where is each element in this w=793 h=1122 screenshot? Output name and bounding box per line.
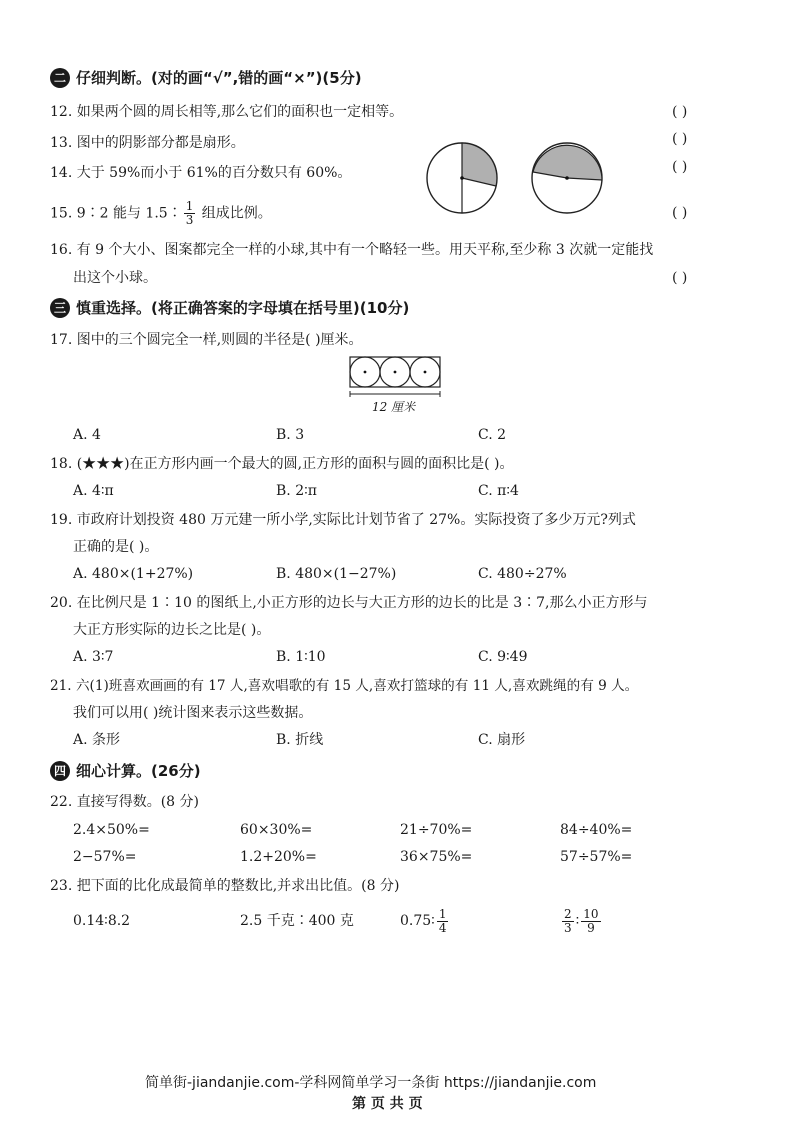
fraction-numerator: 1 (438, 906, 447, 921)
question-text: 图中的阴影部分都是扇形。 (76, 135, 245, 151)
fraction-denominator: 4 (438, 920, 447, 935)
calc-item: 2−57%= (73, 849, 137, 865)
answer-paren-14[interactable]: ( ) (672, 159, 688, 175)
section-4-header (50, 760, 201, 782)
calc-item: 1.2+20%= (240, 849, 317, 865)
question-20: 20. 在比例尺是 1∶10 的图纸上,小正方形的边长与大正方形的边长的比是 3∶7,那么小正方形与 (50, 595, 648, 611)
figure-dimension-label: 12 厘米 (372, 400, 416, 414)
calc-item: 84÷40%= (560, 822, 633, 838)
question-number: 15. (50, 205, 73, 222)
question-19-line2: 正确的是( )。 (73, 539, 159, 555)
sector-figure-right (532, 143, 602, 213)
question-19: 19. 市政府计划投资 480 万元建一所小学,实际比计划节省了 27%。实际投资了多少万元?列式 (50, 512, 636, 528)
option-18-a[interactable]: A. 4∶π (73, 483, 114, 499)
calc-item: 2.4×50%= (73, 822, 150, 838)
question-12 (50, 102, 403, 122)
question-21: 21. 六(1)班喜欢画画的有 17 人,喜欢唱歌的有 15 人,喜欢打篮球的有 11 人,喜欢跳绳的有 9 人。 (50, 678, 639, 694)
section-3-title: 慎重选择。(将正确答案的字母填在括号里)(10分) (76, 299, 410, 317)
option-17-c[interactable]: C. 2 (478, 427, 507, 443)
question-16 (50, 240, 653, 260)
option-18-b[interactable]: B. 2∶π (276, 483, 317, 499)
answer-paren-16[interactable]: ( ) (672, 270, 688, 286)
fraction-numerator: 1 (185, 199, 194, 213)
question-18: 18. (★★★)在正方形内画一个最大的圆,正方形的面积与圆的面积比是( )。 (50, 456, 514, 472)
option-21-b[interactable]: B. 折线 (276, 732, 324, 748)
question-14 (50, 163, 351, 183)
sector-figures (425, 138, 605, 218)
calc-item: 57÷57%= (560, 849, 633, 865)
section-2-title: 仔细判断。(对的画“√”,错的画“×”)(5分) (76, 69, 362, 87)
question-number: 12. (50, 104, 73, 120)
question-15 (50, 200, 272, 227)
option-20-b[interactable]: B. 1∶10 (276, 649, 326, 665)
ratio-separator: ∶ (575, 913, 580, 929)
question-text: 大于 59%而小于 61%的百分数只有 60%。 (76, 165, 352, 181)
fraction (581, 908, 600, 935)
question-text: 如果两个圆的周长相等,那么它们的面积也一定相等。 (76, 104, 404, 120)
calc-item: 21÷70%= (400, 822, 473, 838)
fraction-one-third (184, 200, 196, 227)
option-17-b[interactable]: B. 3 (276, 427, 305, 443)
fraction (437, 908, 449, 935)
question-text: 9∶2 能与 1.5∶ (76, 205, 182, 222)
section-2-badge: 二 (50, 68, 70, 88)
question-text: 组成比例。 (201, 205, 272, 222)
section-4-title: 细心计算。(26分) (76, 762, 201, 780)
fraction-denominator: 3 (185, 213, 194, 227)
option-20-c[interactable]: C. 9∶49 (478, 649, 528, 665)
question-number: 14. (50, 165, 73, 181)
ratio-item-4 (560, 904, 603, 938)
option-18-c[interactable]: C. π∶4 (478, 483, 519, 499)
option-17-a[interactable]: A. 4 (73, 427, 101, 443)
option-19-b[interactable]: B. 480×(1−27%) (276, 566, 397, 582)
option-21-c[interactable]: C. 扇形 (478, 732, 526, 748)
calc-item: 36×75%= (400, 849, 473, 865)
question-text: 有 9 个大小、图案都完全一样的小球,其中有一个略轻一些。用天平称,至少称 3 次就一定能找 (76, 242, 654, 258)
question-21-line2: 我们可以用( )统计图来表示这些数据。 (73, 705, 313, 721)
question-number: 13. (50, 135, 73, 151)
calc-item: 60×30%= (240, 822, 313, 838)
option-21-a[interactable]: A. 条形 (73, 732, 121, 748)
section-3-header (50, 297, 409, 319)
fraction-numerator: 10 (583, 906, 599, 921)
section-4-badge: 四 (50, 761, 70, 781)
option-20-a[interactable]: A. 3∶7 (73, 649, 114, 665)
sector-figure-left (427, 143, 497, 213)
fraction-denominator: 9 (587, 920, 595, 935)
ratio-item-1: 0.14∶8.2 (73, 913, 131, 929)
fraction (562, 908, 574, 935)
question-16-line2: 出这个小球。 (73, 270, 157, 286)
answer-paren-13[interactable]: ( ) (672, 131, 688, 147)
footer-site-text: 简单街-jiandanjie.com-学科网简单学习一条街 https://jiandanjie.com (145, 1075, 597, 1091)
fraction-numerator: 2 (564, 906, 572, 921)
question-13 (50, 133, 245, 153)
question-20-line2: 大正方形实际的边长之比是( )。 (73, 622, 271, 638)
option-19-c[interactable]: C. 480÷27% (478, 566, 567, 582)
option-19-a[interactable]: A. 480×(1+27%) (73, 566, 194, 582)
answer-paren-12[interactable]: ( ) (672, 104, 688, 120)
footer-page-number: 第 页 共 页 (352, 1096, 423, 1112)
question-number: 16. (50, 242, 73, 258)
question-22: 22. 直接写得数。(8 分) (50, 794, 199, 810)
section-2-header (50, 67, 362, 89)
question-23: 23. 把下面的比化成最简单的整数比,并求出比值。(8 分) (50, 878, 400, 894)
ratio-item-3 (400, 904, 450, 938)
question-17: 17. 图中的三个圆完全一样,则圆的半径是( )厘米。 (50, 332, 363, 348)
ratio-item-2: 2.5 千克∶400 克 (240, 913, 354, 929)
fraction-denominator: 3 (564, 920, 572, 935)
ratio-text: 0.75∶ (400, 913, 435, 929)
section-3-badge: 三 (50, 298, 70, 318)
answer-paren-15[interactable]: ( ) (672, 205, 688, 221)
